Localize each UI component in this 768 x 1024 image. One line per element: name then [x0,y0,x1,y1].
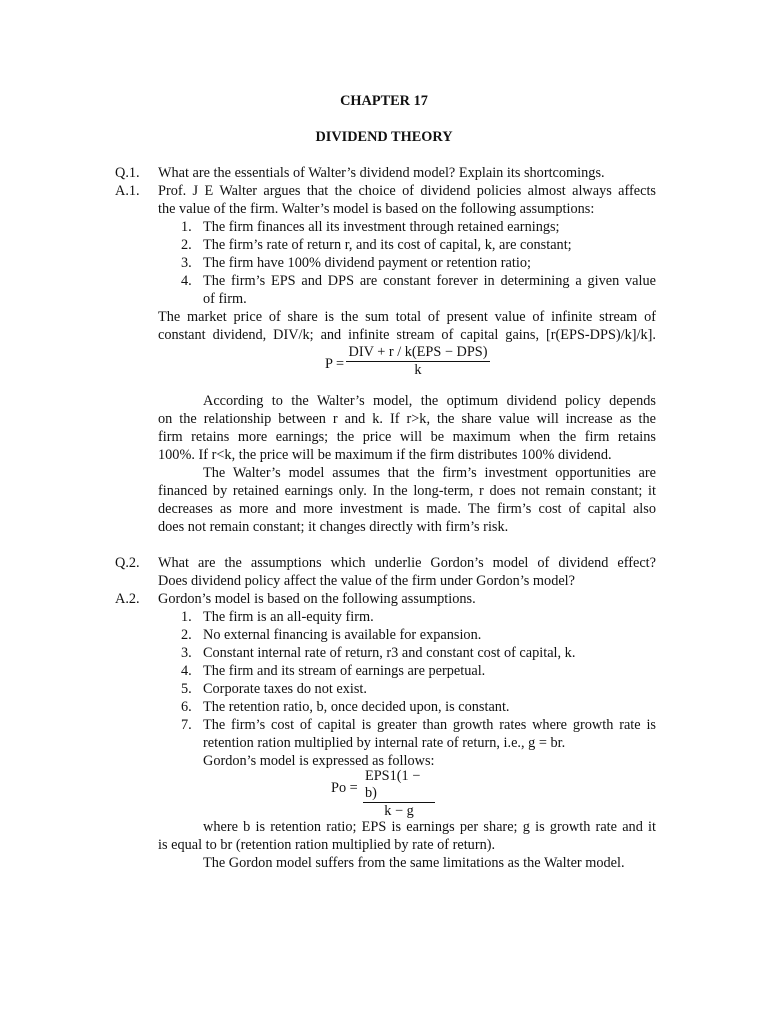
walter-formula-fraction [346,344,490,379]
a1-item-4-cont: of firm. [203,291,247,307]
a2-item-num: 5. [181,681,192,697]
q2-label: Q.2. [115,555,140,571]
a1-item-3: The firm have 100% dividend payment or retention ratio; [203,255,531,271]
a1-para3-line1: The Walter’s model assumes that the firm’s investment opportunities are [203,465,656,481]
walter-formula-denominator: k [414,362,422,378]
a1-item-num: 2. [181,237,192,253]
a2-item-7-cont: retention ration multiplied by internal rate of return, i.e., g = br. [203,735,566,751]
a2-item-7: The firm’s cost of capital is greater than growth rates where growth rate is [203,717,656,733]
a1-market-line2: constant dividend, DIV/k; and infinite stream of capital gains, [r(EPS-DPS)/k]/k]. [158,327,656,343]
walter-formula-lhs: P = [325,356,345,372]
a1-intro-line1: Prof. J E Walter argues that the choice of dividend policies almost always affects [158,183,656,199]
a1-para2-line3: firm retains more earnings; the price will be maximum when the firm retains [158,429,656,445]
a1-intro-line2: the value of the firm. Walter’s model is based on the following assumptions: [158,201,595,217]
walter-formula-numerator: DIV + r / k(EPS − DPS) [348,344,488,360]
q1-label: Q.1. [115,165,140,181]
gordon-formula-numerator: EPS1(1 − b) [365,768,421,801]
a2-item-5: Corporate taxes do not exist. [203,681,367,697]
a2-expressed: Gordon’s model is expressed as follows: [203,753,435,769]
a1-item-text [203,218,560,236]
a2-item-num: 4. [181,663,192,679]
a1-para2-line2: on the relationship between r and k. If r>k, the share value will increase as the [158,411,656,427]
a2-where-line1: where b is retention ratio; EPS is earnings per share; g is growth rate and it [203,819,656,835]
a1-item-4: The firm’s EPS and DPS are constant forever in determining a given value [203,273,656,289]
a2-item-3: Constant internal rate of return, r3 and constant cost of capital, k. [203,645,576,661]
a2-item-4: The firm and its stream of earnings are perpetual. [203,663,486,679]
a2-item-num: 1. [181,609,192,625]
a1-item-num: 4. [181,273,192,289]
a2-item-num: 3. [181,645,192,661]
gordon-formula-fraction [363,768,435,820]
a2-item-6: The retention ratio, b, once decided upon, is constant. [203,699,510,715]
a1-item-2: The firm’s rate of return r, and its cost of capital, k, are constant; [203,237,572,253]
a1-item-num: 1. [181,219,192,235]
a1-para3-line2: financed by retained earnings only. In the long-term, r does not remain constant; it [158,483,656,499]
gordon-formula-denominator: k − g [384,803,414,819]
a1-para2-line1: According to the Walter’s model, the optimum dividend policy depends [203,393,656,409]
a2-item-num: 6. [181,699,192,715]
a2-closing: The Gordon model suffers from the same limitations as the Walter model. [203,855,625,871]
q2-question-line2: Does dividend policy affect the value of the firm under Gordon’s model? [158,573,576,589]
a2-where-line2: is equal to br (retention ration multiplied by rate of return). [158,837,496,853]
a2-label: A.2. [115,591,140,607]
a1-para3-line4: does not remain constant; it changes directly with firm’s risk. [158,519,509,535]
a2-item-num: 2. [181,627,192,643]
a2-item-num: 7. [181,717,192,733]
a1-item-1: The firm finances all its investment through retained earnings; [203,219,560,235]
q2-question-line1: What are the assumptions which underlie Gordon’s model of dividend effect? [158,555,656,571]
chapter-title: DIVIDEND THEORY [315,129,453,145]
a1-market-line1: The market price of share is the sum total of present value of infinite stream of [158,309,656,325]
a2-item-1: The firm is an all-equity firm. [203,609,374,625]
a1-item-num: 3. [181,255,192,271]
a1-label: A.1. [115,183,140,199]
a1-para3-line3: decreases as more and more investment is made. The firm’s cost of capital also [158,501,656,517]
q1-question: What are the essentials of Walter’s dividend model? Explain its shortcomings. [158,165,605,181]
chapter-heading: CHAPTER 17 [340,93,428,109]
a1-para2-line4: 100%. If r<k, the price will be maximum if the firm distributes 100% dividend. [158,447,612,463]
a2-item-2: No external financing is available for expansion. [203,627,482,643]
a2-intro: Gordon’s model is based on the following assumptions. [158,591,476,607]
gordon-formula-lhs: Po = [331,780,358,796]
